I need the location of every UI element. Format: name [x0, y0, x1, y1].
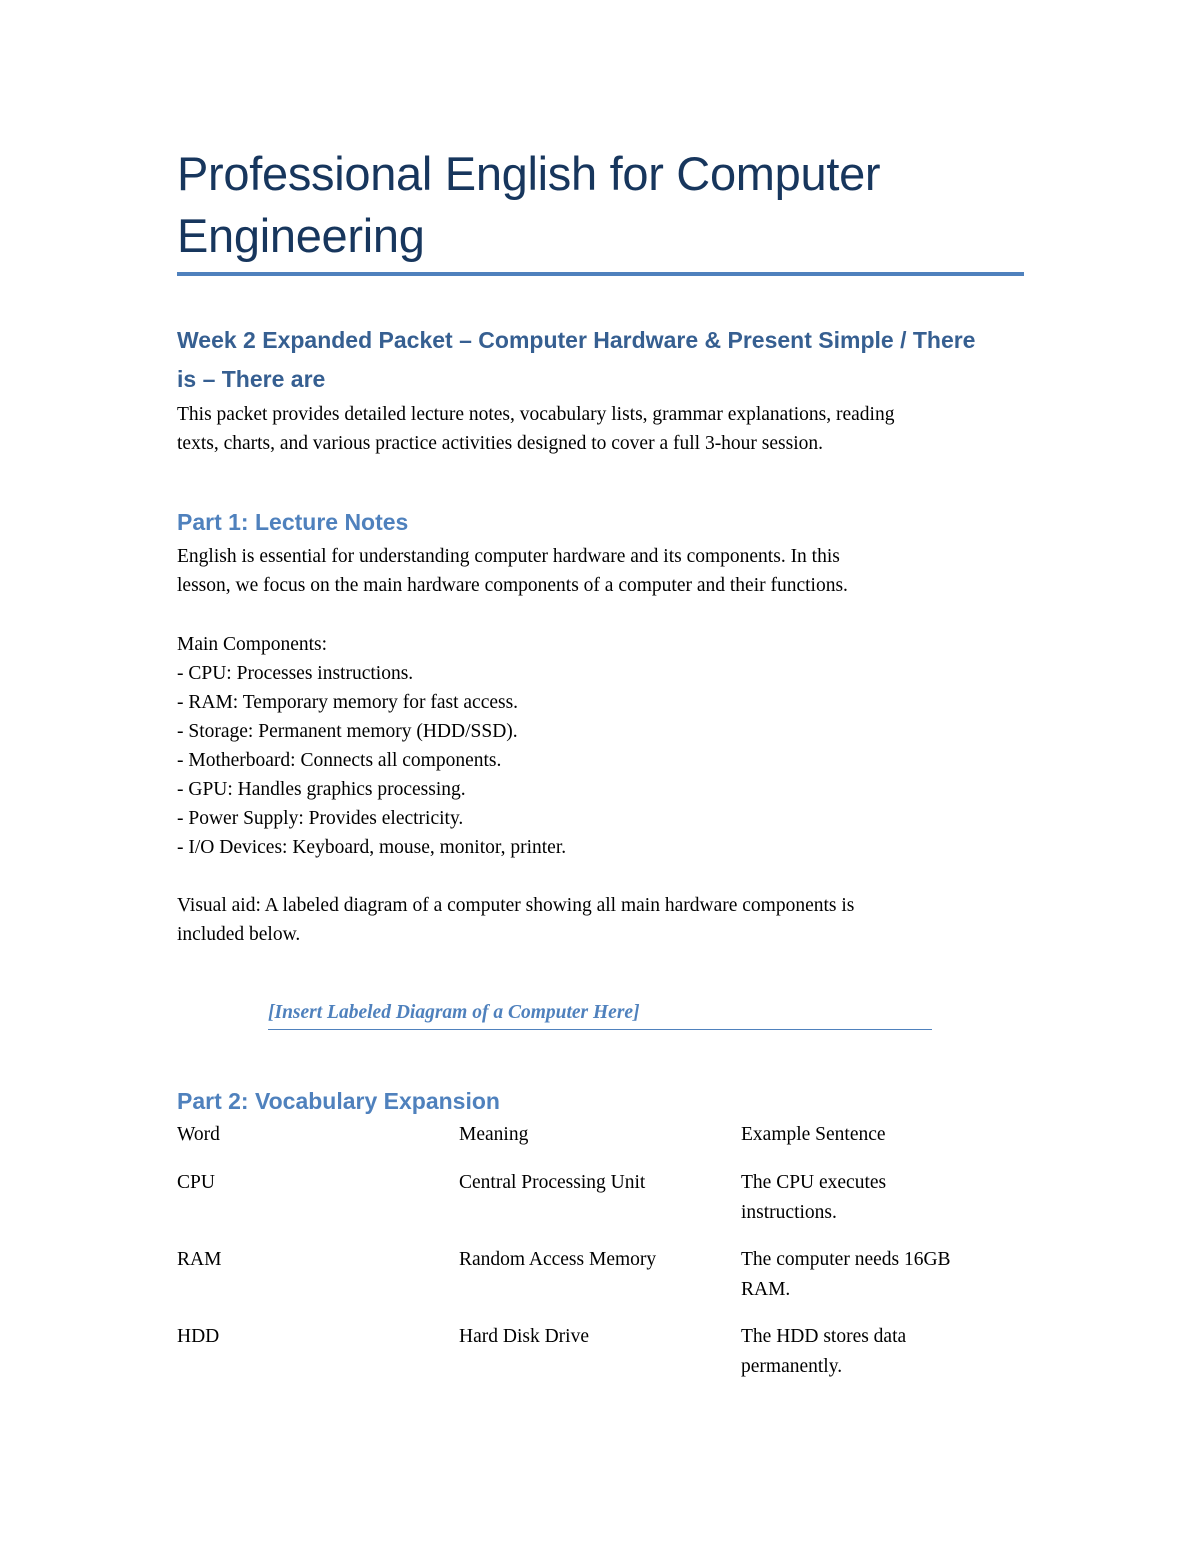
part1-heading: Part 1: Lecture Notes — [177, 509, 409, 535]
vocab-word: HDD — [177, 1326, 220, 1347]
list-item: - Power Supply: Provides electricity. — [177, 808, 464, 829]
table-row — [177, 1322, 1027, 1382]
vocab-example-line: The computer needs 16GB — [741, 1249, 951, 1270]
document-title-line-2: Engineering — [177, 209, 425, 262]
visual-aid-paragraph — [177, 891, 1027, 949]
vocab-word: RAM — [177, 1249, 222, 1270]
list-item: - I/O Devices: Keyboard, mouse, monitor, printer. — [177, 837, 567, 858]
column-header-word: Word — [177, 1124, 220, 1145]
vocab-example — [741, 1245, 1001, 1305]
document-title-line-1: Professional English for Computer — [177, 147, 881, 200]
vocab-example — [741, 1168, 1001, 1228]
vocab-example-line: The CPU executes — [741, 1172, 887, 1193]
week-heading — [177, 321, 1027, 399]
list-item: - CPU: Processes instructions. — [177, 663, 414, 684]
document-page — [177, 0, 1027, 1553]
diagram-placeholder: [Insert Labeled Diagram of a Computer Here] — [268, 999, 932, 1030]
packet-intro-line-2: texts, charts, and various practice activities designed to cover a full 3-hour session. — [177, 433, 824, 454]
week-heading-line-1: Week 2 Expanded Packet – Computer Hardware & Present Simple / There — [177, 327, 976, 353]
packet-intro-line-1: This packet provides detailed lecture notes, vocabulary lists, grammar explanations, reading — [177, 404, 895, 425]
title-underline-rule — [177, 272, 1024, 276]
part2-heading: Part 2: Vocabulary Expansion — [177, 1088, 500, 1114]
list-item: - Motherboard: Connects all components. — [177, 750, 502, 771]
packet-intro-paragraph — [177, 400, 1027, 458]
visual-aid-line-1: Visual aid: A labeled diagram of a computer showing all main hardware components is — [177, 895, 855, 916]
part1-intro-paragraph — [177, 542, 1027, 600]
vocab-example-line: instructions. — [741, 1202, 837, 1223]
document-title — [177, 143, 1027, 267]
vocab-meaning: Central Processing Unit — [459, 1172, 646, 1193]
list-item: - RAM: Temporary memory for fast access. — [177, 692, 519, 713]
vocab-example-line: RAM. — [741, 1279, 791, 1300]
vocab-meaning: Hard Disk Drive — [459, 1326, 589, 1347]
column-header-example: Example Sentence — [741, 1124, 886, 1145]
table-row — [177, 1245, 1027, 1305]
vocab-meaning: Random Access Memory — [459, 1249, 657, 1270]
vocabulary-header-row — [177, 1120, 1027, 1150]
components-label: Main Components: — [177, 634, 328, 655]
part1-intro-line-2: lesson, we focus on the main hardware components of a computer and their functions. — [177, 575, 848, 596]
vocab-example-line: The HDD stores data — [741, 1326, 907, 1347]
list-item: - GPU: Handles graphics processing. — [177, 779, 466, 800]
vocab-example — [741, 1322, 1001, 1382]
vocabulary-table — [177, 1120, 1027, 1399]
column-header-meaning: Meaning — [459, 1124, 529, 1145]
week-heading-line-2: is – There are — [177, 366, 326, 392]
vocab-word: CPU — [177, 1172, 215, 1193]
table-row — [177, 1168, 1027, 1228]
part1-intro-line-1: English is essential for understanding computer hardware and its components. In this — [177, 546, 840, 567]
components-list — [177, 659, 566, 862]
list-item: - Storage: Permanent memory (HDD/SSD). — [177, 721, 518, 742]
vocab-example-line: permanently. — [741, 1356, 843, 1377]
visual-aid-line-2: included below. — [177, 924, 301, 945]
